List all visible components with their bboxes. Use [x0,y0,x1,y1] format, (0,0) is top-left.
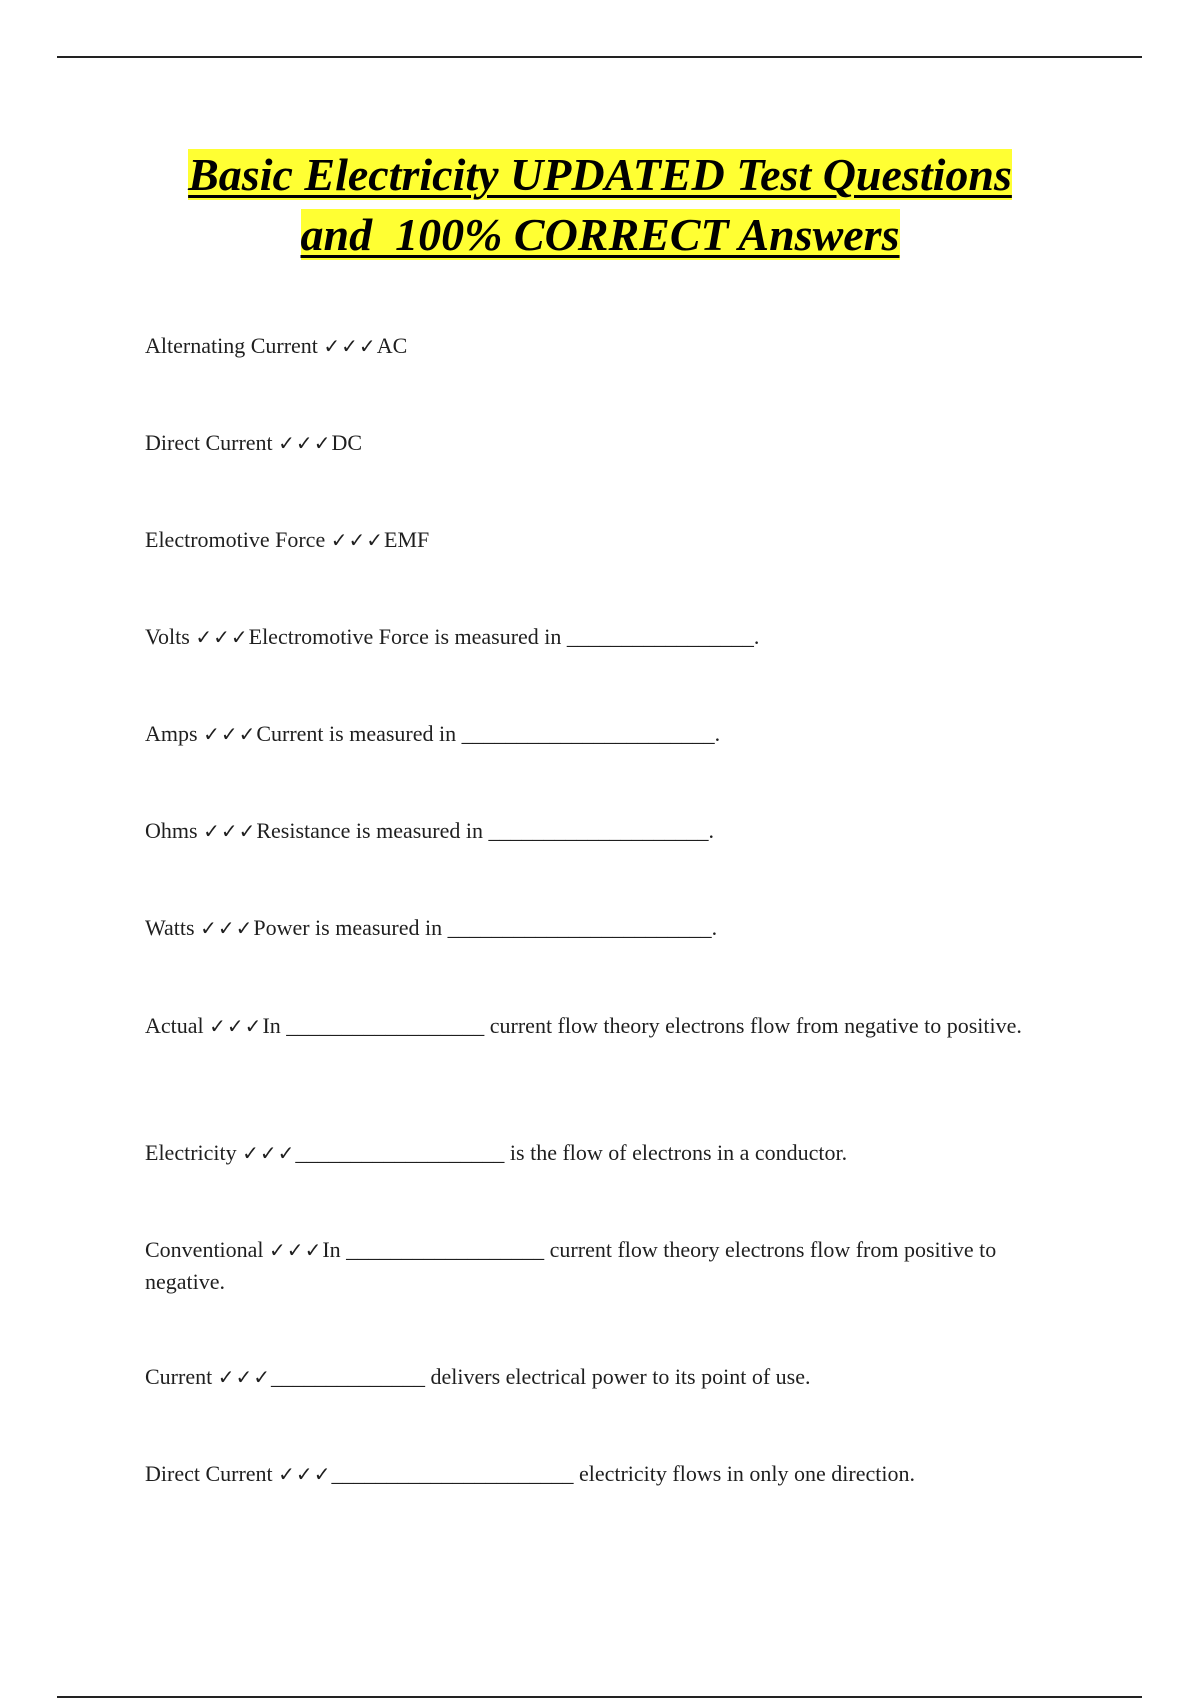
entry-term: Conventional [145,1237,270,1262]
check-mark-icon: ✓✓✓ [323,334,377,358]
entry-term: Current [145,1364,218,1389]
entry-term: Volts [145,624,196,649]
entry-term: Ohms [145,818,204,843]
question-entry [145,1010,1035,1042]
entry-text: ______________ delivers electrical power to its point of use. [270,1364,811,1389]
entry-text: DC [331,430,363,455]
check-mark-icon: ✓✓✓ [242,1141,296,1165]
entry-term: Electromotive Force [145,527,331,552]
question-entry [145,1458,1035,1490]
check-mark-icon: ✓✓✓ [195,625,249,649]
entry-text: AC [376,333,408,358]
entry-term: Direct Current [145,1461,279,1486]
entry-text: Current is measured in _______________________. [256,721,721,746]
check-mark-icon: ✓✓✓ [278,1462,332,1486]
bottom-rule [57,1696,1142,1698]
question-entry [145,427,1025,459]
entry-text: ___________________ is the flow of electrons in a conductor. [295,1140,848,1165]
question-entry [145,330,1025,362]
title-line-2: and 100% CORRECT Answers [300,209,900,260]
entry-term: Alternating Current [145,333,324,358]
question-entry [145,1137,1035,1169]
top-rule [57,56,1142,58]
check-mark-icon: ✓✓✓ [278,431,332,455]
entry-term: Amps [145,721,204,746]
question-entry [145,912,1025,944]
question-entry [145,718,1025,750]
entry-text: Power is measured in ________________________. [253,915,718,940]
title-line-1: Basic Electricity UPDATED Test Questions [188,149,1012,200]
entry-text: Resistance is measured in ____________________. [256,818,715,843]
check-mark-icon: ✓✓✓ [209,1014,263,1038]
check-mark-icon: ✓✓✓ [330,528,384,552]
entry-text: EMF [384,527,430,552]
entry-text: Electromotive Force is measured in _________________. [248,624,760,649]
entry-term: Direct Current [145,430,279,455]
entry-term: Electricity [145,1140,243,1165]
check-mark-icon: ✓✓✓ [269,1238,323,1262]
question-entry [145,1234,1005,1297]
question-entry [145,1361,1035,1393]
check-mark-icon: ✓✓✓ [200,916,254,940]
entry-text: In __________________ current flow theory electrons flow from negative to positive. [262,1013,1022,1038]
check-mark-icon: ✓✓✓ [203,819,257,843]
question-entry [145,815,1025,847]
entry-term: Watts [145,915,201,940]
entry-term: Actual [145,1013,210,1038]
entry-text: ______________________ electricity flows in only one direction. [331,1461,915,1486]
document-title [0,145,1200,265]
entry-text: In __________________ current flow theory electrons flow from positive to negative. [145,1237,997,1294]
check-mark-icon: ✓✓✓ [217,1365,271,1389]
question-entry [145,621,1025,653]
question-entry [145,524,1025,556]
check-mark-icon: ✓✓✓ [203,722,257,746]
